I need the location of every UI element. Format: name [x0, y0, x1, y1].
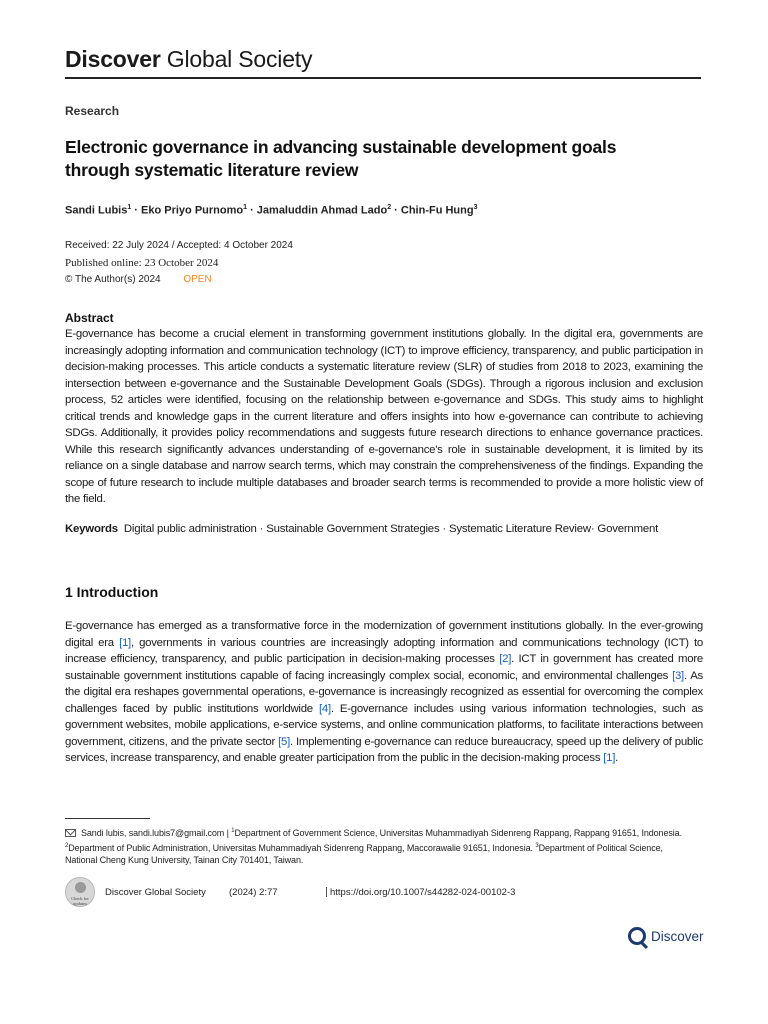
abstract-heading: Abstract — [65, 311, 114, 325]
keywords-label: Keywords — [65, 523, 118, 535]
author-affiliation-marker: 3 — [473, 204, 478, 211]
title-line-2: through systematic literature review — [65, 160, 359, 180]
published-online-date: Published online: 23 October 2024 — [65, 257, 219, 269]
received-accepted-dates: Received: 22 July 2024 / Accepted: 4 October 2024 — [65, 240, 293, 251]
abstract-text: E-governance has become a crucial element in transforming government institutions globally. In the digital era, governments are increasingly adopting information and communication technology (ICT) to improve efficiency, transparency, and public participation in decision-making processes. This article conducts a systematic literature review (SLR) of studies from 2018 to 2023, examining the intersection between e-governance and the Sustainable Development Goals (SDGs). Through a rigorous inclusion and exclusion process, 52 articles were identified, focusing on the relationship between e-governance and SDGs. This study aims to highlight critical trends and knowledge gaps in the current literature and offers insights into how e-governance can contribute to achieving SDGs. Additionally, it provides policy recommendations and suggests future research directions to enhance governance practices. While this research significantly advances understanding of e-governance's role in sustainable development, it is limited by its reliance on a single database and narrow search terms, which may constrain the comprehensiveness of the findings. Expanding the scope of future research to include multiple databases and broader search terms is recommended to provide a more holistic view of the field. — [65, 328, 703, 505]
author-name[interactable]: Jamaluddin Ahmad Lado — [256, 204, 388, 217]
intro-text-segment: . E-governance includes using various information technologies, such as government websites, mobile applications, e-service systems, and online communication platforms, to facilitate interactions between government, citizens, and the private sector — [65, 702, 703, 748]
citation-link[interactable]: [5] — [278, 735, 290, 748]
article-type: Research — [65, 104, 120, 118]
author-separator: · — [247, 204, 257, 217]
footnote-rule — [65, 818, 150, 819]
intro-text-segment: . As the digital era reshapes governmental operations, e-governance is increasingly recognized as essential for overcoming the complex challenges faced by public institutions worldwide — [65, 669, 703, 715]
publisher-name: Discover — [651, 928, 704, 944]
doi-separator — [326, 887, 327, 897]
publisher-logo — [628, 927, 704, 945]
citation-link[interactable]: [2] — [499, 653, 512, 665]
envelope-icon — [65, 829, 76, 837]
author-affiliation-marker: 1 — [243, 204, 248, 211]
affiliation-1: Department of Government Science, Universitas Muhammadiyah Sidenreng Rappang, Rappang 91651, Indonesia. — [234, 828, 682, 838]
journal-brand: Discover — [65, 46, 161, 72]
corresponding-contact[interactable]: Sandi lubis, sandi.lubis7@gmail.com | — [81, 828, 232, 838]
intro-text-segment: . Implementing e-governance can reduce bureaucracy, speed up the delivery of public services, increase transparency, and enable greater participation from the public in the decision-making process — [65, 735, 704, 764]
footer-volume: (2024) 2:77 — [229, 887, 278, 898]
discover-logo-icon — [628, 927, 646, 945]
intro-text-segment: . — [615, 752, 619, 764]
introduction-heading: 1 Introduction — [65, 584, 159, 600]
doi-link[interactable]: https://doi.org/10.1007/s44282-024-00102-3 — [330, 887, 516, 898]
article-title — [65, 136, 685, 182]
journal-title — [65, 46, 312, 73]
author-list — [65, 204, 477, 217]
footer-journal-name: Discover Global Society — [105, 887, 206, 898]
author-name[interactable]: Eko Priyo Purnomo — [141, 204, 244, 217]
header-rule — [65, 77, 701, 79]
keywords-text: Digital public administration · Sustainable Government Strategies · Systematic Literature Review· Government — [123, 523, 659, 535]
check-for-updates-label: Check for updates — [71, 896, 89, 906]
aff-3-marker: 3 — [535, 842, 539, 849]
author-affiliation-marker: 1 — [127, 204, 132, 211]
intro-text-segment: , governments in various countries are increasingly adopting information and communications technology (ICT) to increase efficiency, transparency, and public participation in decision-making processes — [65, 636, 703, 665]
copyright-line — [65, 274, 212, 285]
citation-link[interactable]: [4] — [318, 702, 331, 715]
introduction-text — [65, 618, 703, 767]
title-line-1: Electronic governance in advancing sustainable development goals — [65, 137, 617, 157]
intro-text-segment: . ICT in government has created more sustainable government institutions capable of facing increasingly complex social, economic, and environmental challenges — [65, 653, 703, 682]
citation-link[interactable]: [3] — [672, 669, 684, 682]
citation-link[interactable]: [1] — [603, 752, 616, 764]
open-access-badge: OPEN — [183, 274, 212, 285]
footer-doi — [326, 887, 515, 898]
author-affiliation-marker: 2 — [387, 204, 392, 211]
journal-name-rest: Global Society — [166, 46, 313, 72]
aff-1-marker: 1 — [231, 828, 235, 834]
citation-link[interactable]: [1] — [119, 636, 131, 649]
author-name[interactable]: Sandi Lubis — [65, 204, 128, 217]
author-separator: · — [131, 204, 142, 217]
author-separator: · — [391, 204, 401, 217]
affiliation-2: Department of Public Administration, Universitas Muhammadiyah Sidenreng Rappang, Maccorawalie 91651, Indonesia. — [68, 842, 536, 853]
author-name[interactable]: Chin-Fu Hung — [400, 204, 474, 217]
copyright-text: © The Author(s) 2024 — [65, 274, 161, 285]
aff-2-marker: 2 — [65, 842, 69, 849]
keywords-block — [65, 521, 685, 538]
affiliation-3: Department of Political Science, National Cheng Kung University, Tainan City 701401, Taiwan. — [65, 842, 663, 865]
intro-text-segment: E-governance has emerged as a transformative force in the modernization of government institutions globally. In the ever-growing digital era — [65, 620, 703, 649]
author-footnote — [65, 825, 695, 867]
